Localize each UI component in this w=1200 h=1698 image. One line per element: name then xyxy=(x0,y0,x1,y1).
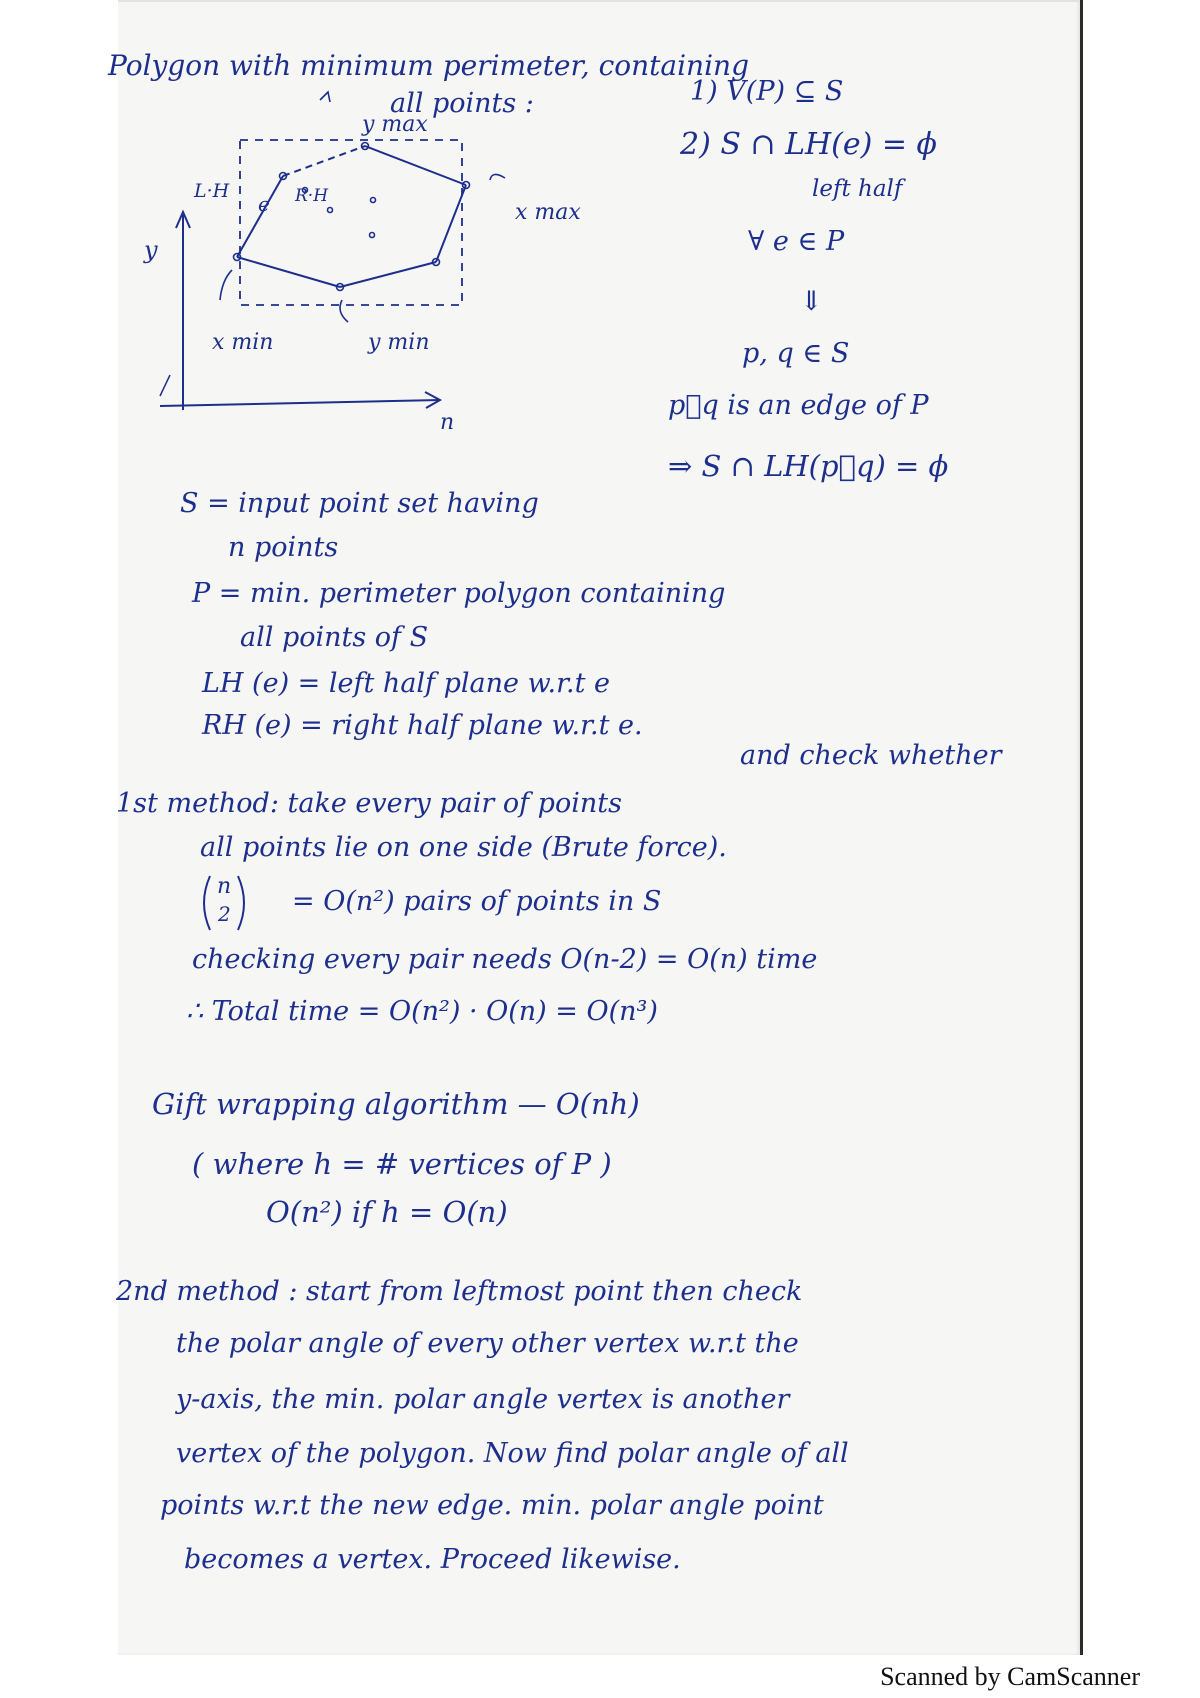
label-ymax: y max xyxy=(362,112,428,137)
label-e: e xyxy=(258,192,270,216)
method2-line4: vertex of the polygon. Now find polar angle of all xyxy=(176,1438,849,1469)
hull-edge xyxy=(340,262,436,287)
def-p-line1: P = min. perimeter polygon containing xyxy=(192,578,726,609)
method2-line2: the polar angle of every other vertex w.r.t the xyxy=(176,1328,799,1359)
binomial-coefficient xyxy=(196,872,252,934)
label-y-axis: y xyxy=(144,236,158,264)
method2-line6: becomes a vertex. Proceed likewise. xyxy=(184,1544,681,1575)
hull-edge xyxy=(237,176,283,257)
gift-wrapping-quadratic: O(n²) if h = O(n) xyxy=(266,1195,508,1229)
bounding-box xyxy=(240,140,462,305)
condition-2: 2) S ∩ LH(e) = ϕ xyxy=(680,127,937,162)
pq-result: ⇒ S ∩ LH(p⃗q) = ϕ xyxy=(668,449,949,483)
method2-line3: y-axis, the min. polar angle vertex is another xyxy=(176,1384,790,1415)
hull-edge xyxy=(283,146,365,176)
convex-hull-diagram xyxy=(140,90,700,470)
page-top-edge xyxy=(118,0,1080,2)
method1-line1: and check whether xyxy=(740,740,1002,771)
forall-edge: ∀ e ∈ P xyxy=(748,226,845,257)
binomial-bottom: 2 xyxy=(218,902,231,926)
pq-edge: p⃗q is an edge of P xyxy=(668,390,929,421)
axis-tick xyxy=(160,375,170,396)
heading-line1: Polygon with minimum perimeter, containing xyxy=(108,49,749,82)
ymax-pointer xyxy=(320,92,330,102)
label-lh: L·H xyxy=(194,180,230,202)
gift-wrapping-where: ( where h = # vertices of P ) xyxy=(192,1147,612,1181)
page-right-edge xyxy=(1080,0,1083,1655)
binomial-top: n xyxy=(217,874,232,899)
label-xmin: x min xyxy=(212,330,274,355)
pq-in-s: p, q ∈ S xyxy=(742,338,850,369)
interior-point xyxy=(328,208,333,213)
def-p-line2: all points of S xyxy=(240,622,429,653)
diagram-svg xyxy=(140,90,700,470)
def-s-line2: n points xyxy=(228,532,339,563)
hull-edge xyxy=(237,257,340,287)
interior-point xyxy=(371,198,376,203)
method1-checking: checking every pair needs O(n-2) = O(n) time xyxy=(192,944,818,975)
implies-arrow: ⇓ xyxy=(800,286,823,317)
label-xmax: x max xyxy=(515,200,581,225)
interior-point xyxy=(370,233,375,238)
condition-1: 1) V(P) ⊆ S xyxy=(690,76,844,107)
left-half-note: left half xyxy=(812,176,903,202)
ymin-pointer xyxy=(340,300,348,322)
def-lh: LH (e) = left half plane w.r.t e xyxy=(202,668,611,699)
method1-total: ∴ Total time = O(n²) · O(n) = O(n³) xyxy=(186,996,658,1027)
def-s-line1: S = input point set having xyxy=(180,488,539,519)
hull-edge xyxy=(365,146,466,185)
camscanner-watermark: Scanned by CamScanner xyxy=(880,1662,1140,1691)
label-rh: R·H xyxy=(295,186,329,206)
label-x-axis: n xyxy=(440,410,455,435)
method1-line2: 1st method: take every pair of points xyxy=(116,788,622,819)
def-rh: RH (e) = right half plane w.r.t e. xyxy=(202,710,643,741)
method2-line1: 2nd method : start from leftmost point then check xyxy=(116,1276,803,1307)
heading-line2: all points : xyxy=(390,88,534,119)
gift-wrapping-title: Gift wrapping algorithm — O(nh) xyxy=(152,1087,640,1121)
xmin-pointer xyxy=(220,270,232,300)
method1-line3: all points lie on one side (Brute force). xyxy=(200,832,727,863)
method1-pairs: = O(n²) pairs of points in S xyxy=(292,886,662,917)
method2-line5: points w.r.t the new edge. min. polar angle point xyxy=(160,1490,824,1521)
x-axis-line xyxy=(160,400,440,406)
label-ymin: y min xyxy=(368,330,430,355)
xmax-pointer xyxy=(490,174,505,180)
